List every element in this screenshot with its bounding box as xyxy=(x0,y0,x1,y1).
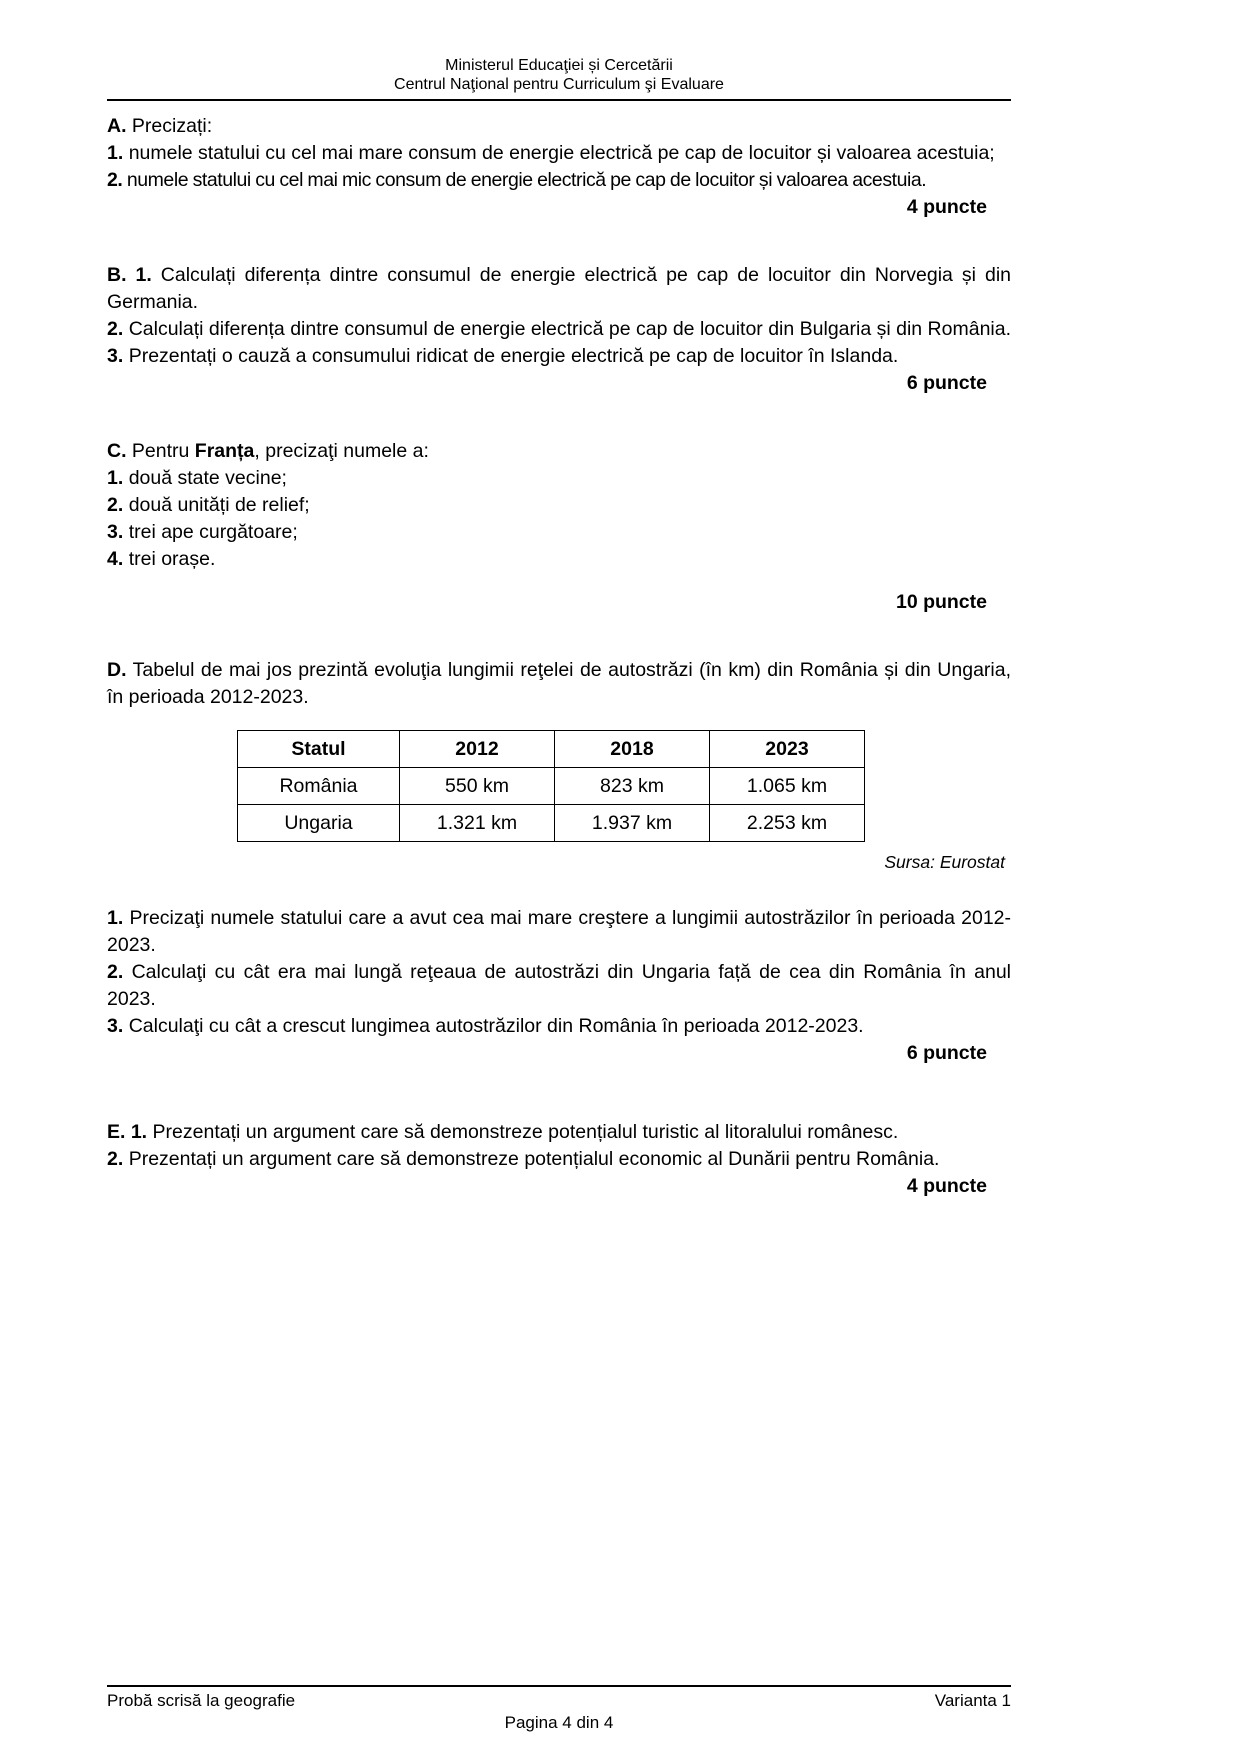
footer-page-number: Pagina 4 din 4 xyxy=(504,1713,614,1732)
task-c-item-1 xyxy=(107,465,1011,492)
task-d-item-2-text: Calculaţi cu cât era mai lungă reţeaua de autostrăzi din Ungaria față de cea din România în anul 2023. xyxy=(107,961,1011,1010)
page-content xyxy=(107,0,1011,1200)
task-e-item-1 xyxy=(107,1119,1011,1146)
task-c-item-3 xyxy=(107,519,1011,546)
section-d-points: 6 puncte xyxy=(906,1042,987,1064)
task-c-item-2 xyxy=(107,492,1011,519)
section-c-heading-pre: Pentru xyxy=(131,440,195,462)
task-a-item-2-number: 2. xyxy=(107,169,123,191)
table-cell-ungaria-2018: 1.937 km xyxy=(555,805,710,842)
table-cell-romania-2012: 550 km xyxy=(400,768,555,805)
task-b-item-3 xyxy=(107,343,1011,370)
task-e-item-2-number: 2. xyxy=(107,1148,124,1170)
table-cell-ungaria-2012: 1.321 km xyxy=(400,805,555,842)
table-header-2012: 2012 xyxy=(400,731,555,768)
table-row-ungaria xyxy=(238,805,865,842)
task-b-item-3-number: 3. xyxy=(107,345,124,367)
task-c-item-3-text: trei ape curgătoare; xyxy=(128,521,298,543)
task-a-item-1-text: numele statului cu cel mai mare consum de energie electrică pe cap de locuitor și valoarea acestuia; xyxy=(128,142,995,164)
header-ministry: Ministerul Educaţiei și Cercetării xyxy=(445,57,673,74)
task-e-item-1-text: Prezentați un argument care să demonstreze potențialul turistic al litoralului românesc. xyxy=(152,1121,899,1143)
task-d-item-2-number: 2. xyxy=(107,961,124,983)
task-b-item-3-text: Prezentați o cauză a consumului ridicat de energie electrică pe cap de locuitor în Islanda. xyxy=(128,345,899,367)
task-b-item-2-text: Calculați diferența dintre consumul de energie electrică pe cap de locuitor din Bulgaria și din România. xyxy=(128,318,1012,340)
task-d-item-3-number: 3. xyxy=(107,1015,124,1037)
table-header-2023: 2023 xyxy=(710,731,865,768)
section-a-points: 4 puncte xyxy=(906,196,987,218)
task-d-item-3 xyxy=(107,1013,1011,1040)
footer-subject: Probă scrisă la geografie xyxy=(107,1691,296,1710)
task-a-item-1 xyxy=(107,140,1011,167)
table-cell-romania-2023: 1.065 km xyxy=(710,768,865,805)
task-a-item-1-number: 1. xyxy=(107,142,124,164)
table-header-state: Statul xyxy=(238,731,400,768)
section-c-points: 10 puncte xyxy=(895,591,987,613)
task-b-item-2 xyxy=(107,316,1011,343)
section-a xyxy=(107,113,1011,221)
table-cell-ungaria-2023: 2.253 km xyxy=(710,805,865,842)
section-c-heading-country: Franța xyxy=(194,440,255,462)
header-divider xyxy=(107,99,1011,101)
section-c-heading-post: , precizaţi numele a: xyxy=(254,440,429,462)
highway-length-table xyxy=(237,730,865,842)
table-row-romania xyxy=(238,768,865,805)
section-d xyxy=(107,657,1011,1067)
document-header xyxy=(107,0,1011,94)
task-b-item-2-number: 2. xyxy=(107,318,124,340)
header-center: Centrul Naţional pentru Curriculum şi Evaluare xyxy=(394,76,724,93)
section-a-letter: A. xyxy=(107,115,127,137)
task-c-item-2-number: 2. xyxy=(107,494,124,516)
task-a-item-2 xyxy=(107,167,1011,194)
task-d-item-1 xyxy=(107,905,1011,959)
task-b-item-1-number: B. 1. xyxy=(107,264,152,286)
footer-variant: Varianta 1 xyxy=(934,1691,1011,1710)
task-c-item-3-number: 3. xyxy=(107,521,124,543)
task-a-item-2-text: numele statului cu cel mai mic consum de energie electrică pe cap de locuitor și valoarea acestuia. xyxy=(126,169,927,191)
section-a-heading xyxy=(107,113,1011,140)
table-header-2018: 2018 xyxy=(555,731,710,768)
task-b-item-1-text: Calculați diferența dintre consumul de energie electrică pe cap de locuitor din Norvegia și din Germania. xyxy=(107,264,1012,313)
section-d-tasks xyxy=(107,905,1011,1067)
section-c-letter: C. xyxy=(107,440,127,462)
section-b xyxy=(107,262,1011,397)
table-cell-ungaria-state: Ungaria xyxy=(238,805,400,842)
section-b-points: 6 puncte xyxy=(906,372,987,394)
footer-row xyxy=(107,1690,1011,1712)
table-source: Sursa: Eurostat xyxy=(884,852,1005,872)
task-c-item-2-text: două unități de relief; xyxy=(128,494,310,516)
table-cell-romania-2018: 823 km xyxy=(555,768,710,805)
section-e-points: 4 puncte xyxy=(906,1175,987,1197)
table-header-row xyxy=(238,731,865,768)
task-d-item-1-number: 1. xyxy=(107,907,124,929)
task-e-item-1-number: E. 1. xyxy=(107,1121,148,1143)
task-c-item-1-text: două state vecine; xyxy=(128,467,287,489)
task-c-item-4-number: 4. xyxy=(107,548,124,570)
task-c-item-1-number: 1. xyxy=(107,467,124,489)
section-c-heading xyxy=(107,438,1011,465)
section-d-intro-text: Tabelul de mai jos prezintă evoluţia lungimii reţelei de autostrăzi (în km) din România și din Ungaria, în perioada 2012-2023. xyxy=(107,659,1011,708)
section-a-heading-text: Precizați: xyxy=(131,115,213,137)
task-b-item-1 xyxy=(107,262,1011,316)
task-d-item-2 xyxy=(107,959,1011,1013)
task-d-item-1-text: Precizaţi numele statului care a avut cea mai mare creştere a lungimii autostrăzilor în perioada 2012-2023. xyxy=(107,907,1011,956)
task-e-item-2 xyxy=(107,1146,1011,1173)
task-c-item-4 xyxy=(107,546,1011,573)
task-c-item-4-text: trei orașe. xyxy=(128,548,216,570)
task-d-item-3-text: Calculaţi cu cât a crescut lungimea autostrăzilor din România în perioada 2012-2023. xyxy=(128,1015,864,1037)
section-d-letter: D. xyxy=(107,659,127,681)
task-e-item-2-text: Prezentați un argument care să demonstreze potențialul economic al Dunării pentru România. xyxy=(128,1148,940,1170)
table-cell-romania-state: România xyxy=(238,768,400,805)
section-c xyxy=(107,438,1011,616)
page-footer xyxy=(107,1685,1011,1734)
footer-divider xyxy=(107,1685,1011,1687)
section-d-intro xyxy=(107,657,1011,711)
section-e xyxy=(107,1119,1011,1200)
